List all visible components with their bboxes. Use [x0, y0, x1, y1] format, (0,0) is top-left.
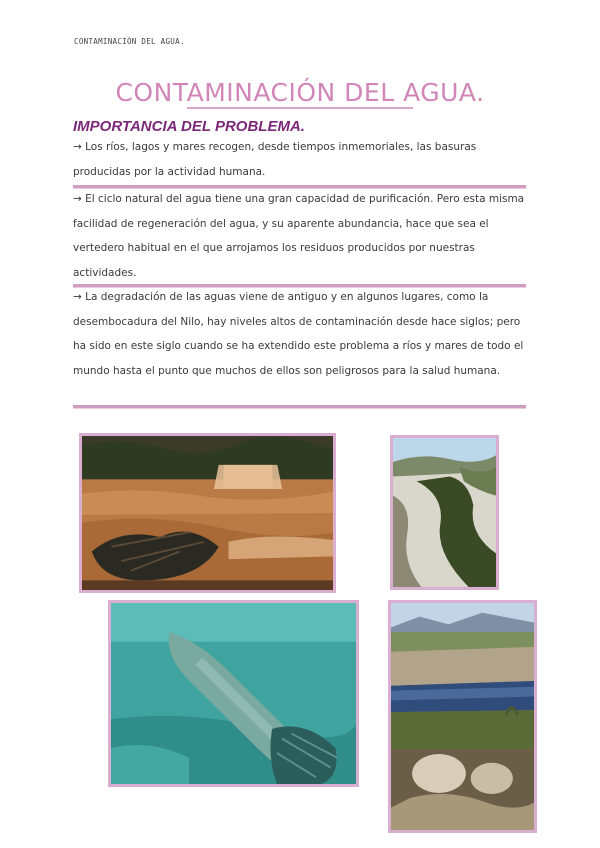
section-heading: IMPORTANCIA DEL PROBLEMA.: [73, 118, 305, 135]
paragraph-3: → La degradación de las aguas viene de antiguo y en algunos lugares, como la desembocadura del Nilo, hay niveles altos de contaminación desde hace siglos; pero ha sido en este siglo cuando se ha extendido este problema a ríos y mares de todo el mundo hasta el punto que muchos de ellos son peligrosos para la salud humana.: [73, 291, 524, 377]
underwater-pipe-illustration: [111, 603, 356, 784]
title-underline: [187, 107, 413, 109]
hillside-stream-illustration: [393, 438, 496, 587]
paragraph-1: → Los ríos, lagos y mares recogen, desde tiempos inmemoriales, las basuras producidas por la actividad humana.: [73, 141, 477, 178]
canal-debris-illustration: [391, 603, 534, 830]
paragraph-2: → El ciclo natural del agua tiene una gran capacidad de purificación. Pero esta misma facilidad de regeneración del agua, y su aparente abundancia, hace que sea el vertedero habitual en el que arrojamos los residuos producidos por nuestras actividades.: [73, 193, 525, 279]
polluted-river-illustration: [82, 436, 333, 590]
photo-hillside-stream: [390, 435, 499, 590]
running-header: CONTAMINACIÓN DEL AGUA.: [74, 37, 185, 46]
photo-canal-debris: [388, 600, 537, 833]
photo-polluted-river: [79, 433, 336, 593]
paragraph-divider: [73, 405, 526, 409]
page-title: CONTAMINACIÓN DEL AGUA.: [115, 78, 485, 107]
photo-underwater-pipe: [108, 600, 359, 787]
